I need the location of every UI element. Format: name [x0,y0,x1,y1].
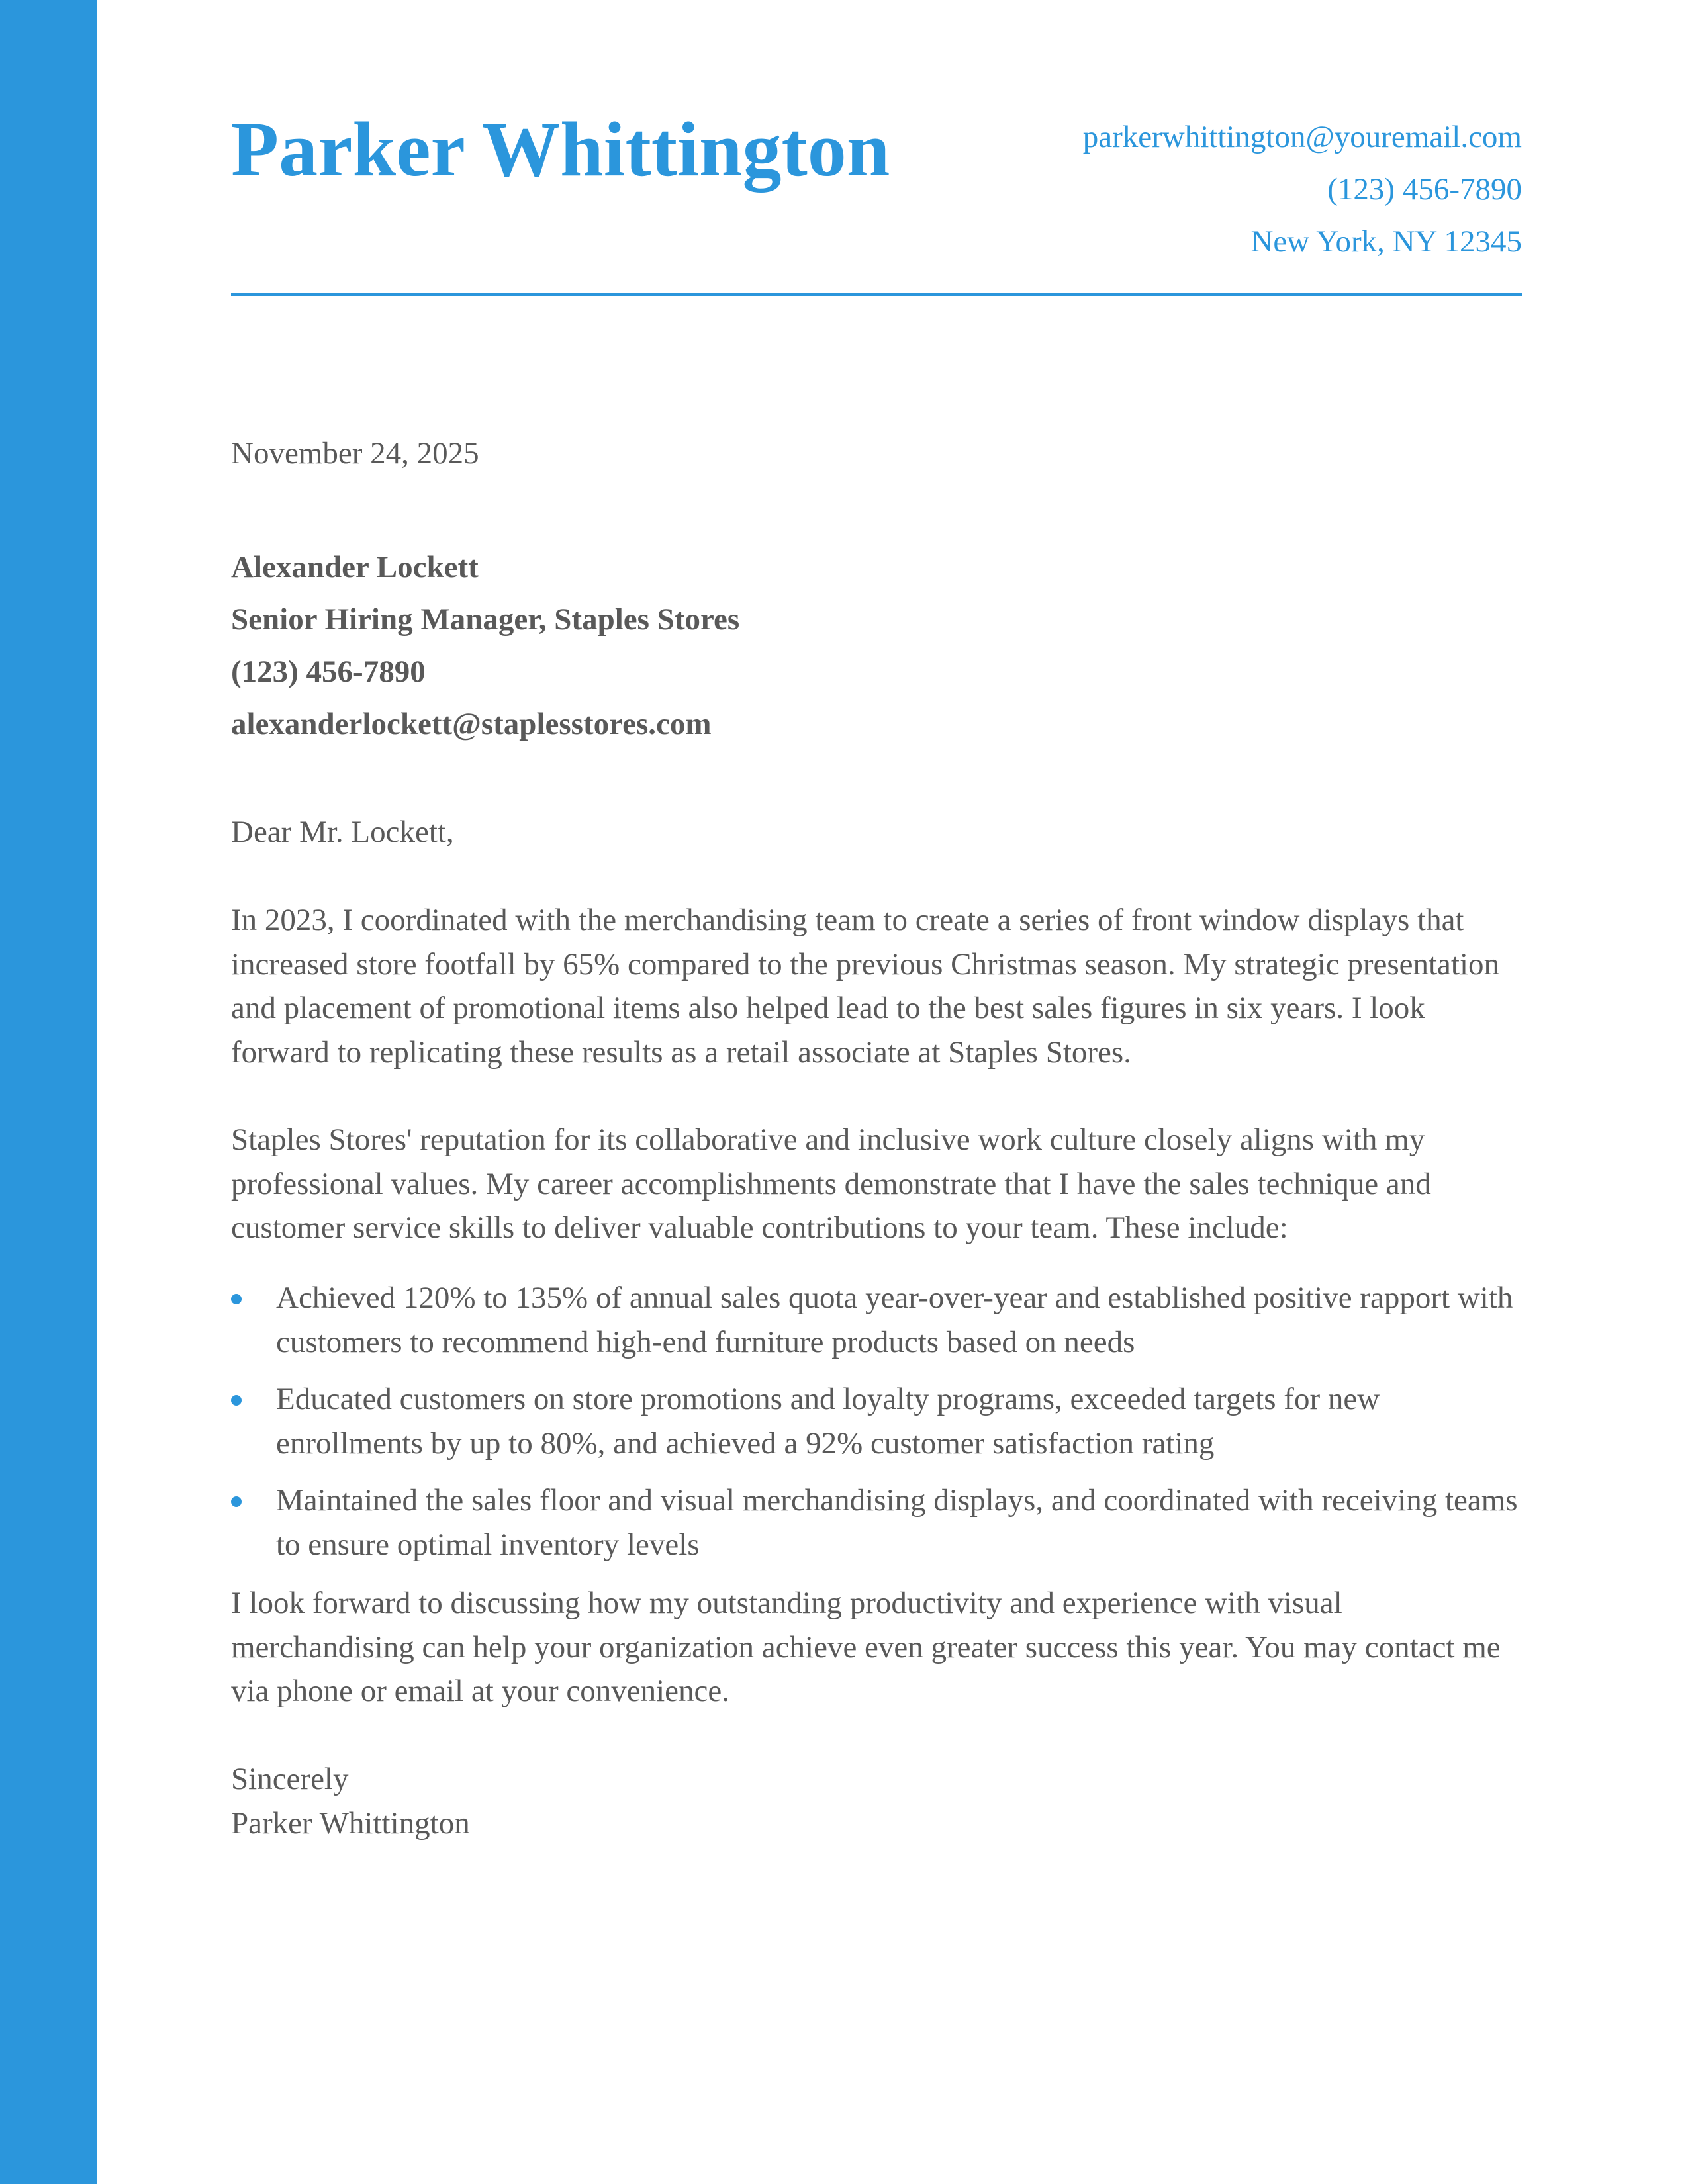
header-divider [231,293,1522,296]
bullet-icon [231,1395,242,1406]
letter-date: November 24, 2025 [231,436,479,471]
sender-location: New York, NY 12345 [1250,224,1522,259]
closing-block [231,1757,470,1845]
bullet-icon [231,1294,242,1304]
list-item [231,1377,1522,1465]
body-paragraph-3: I look forward to discussing how my outstanding productivity and experience with visual merchandising can help your organization achieve even greater success this year. You may contact me via phone or email at your convenience. [231,1586,1501,1708]
signature-name: Parker Whittington [231,1805,470,1841]
salutation: Dear Mr. Lockett, [231,815,454,849]
accent-sidebar [0,0,97,2184]
list-item-text: Educated customers on store promotions and loyalty programs, exceeded targets for new enrollments by up to 80%, and achieved a 92% customer satisfaction rating [276,1382,1380,1461]
recipient-phone: (123) 456-7890 [231,655,426,689]
sender-contact [1083,111,1522,268]
list-item [231,1276,1522,1364]
body-paragraph-1: In 2023, I coordinated with the merchandising team to create a series of front window displays that increased store footfall by 65% compared to the previous Christmas season. My strategic presentation and placement of promotional items also helped lead to the best sales figures in six years. I look forward to replicating these results as a retail associate at Staples Stores. [231,903,1500,1069]
recipient-title: Senior Hiring Manager, Staples Stores [231,602,740,637]
recipient-name: Alexander Lockett [231,550,479,584]
list-item-text: Maintained the sales floor and visual merchandising displays, and coordinated with receiving teams to ensure optimal inventory levels [276,1483,1518,1562]
recipient-email: alexanderlockett@staplesstores.com [231,707,712,741]
list-item [231,1479,1522,1567]
sender-phone: (123) 456-7890 [1327,172,1522,206]
accomplishments-list [231,1276,1522,1580]
bullet-icon [231,1496,242,1507]
sender-name: Parker Whittington [231,106,890,193]
cover-letter-page [231,0,1522,1841]
body-paragraph-2: Staples Stores' reputation for its collaborative and inclusive work culture closely aligns with my professional values. My career accomplishments demonstrate that I have the sales technique and customer service skills to deliver valuable contributions to your team. These include: [231,1122,1431,1245]
sender-email: parkerwhittington@youremail.com [1082,120,1522,154]
list-item-text: Achieved 120% to 135% of annual sales quota year-over-year and established positive rapport with customers to recommend high-end furniture products based on needs [276,1281,1513,1359]
closing-phrase: Sincerely [231,1762,349,1796]
letter-header [231,0,1522,296]
recipient-block [231,541,739,751]
